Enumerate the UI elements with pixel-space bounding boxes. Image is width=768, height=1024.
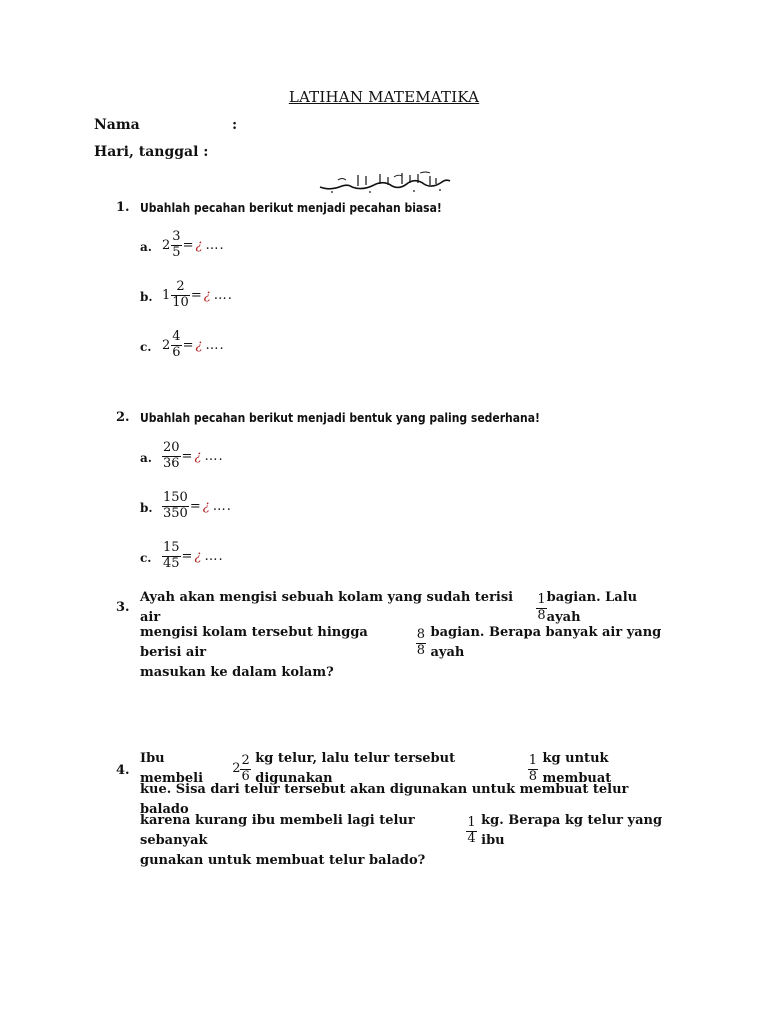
fraction: $\frac{1}{8}$ — [537, 591, 546, 623]
q1c-label: c. — [140, 340, 152, 354]
inverted-question-mark: ¿ — [195, 337, 203, 353]
answer-dots: …. — [204, 548, 224, 564]
answer-dots: …. — [212, 498, 232, 514]
q3-paragraph — [140, 591, 675, 685]
q2-number: 2. — [116, 410, 130, 425]
answer-dots: …. — [213, 287, 233, 303]
fraction: $\frac{2}{10}$ — [172, 279, 189, 310]
fraction: $\frac{1}{4}$ — [467, 814, 476, 846]
fraction: $\frac{20}{36}$ — [163, 440, 180, 471]
fraction: $\frac{8}{8}$ — [416, 626, 425, 658]
fraction: $\frac{2}{6}$ — [241, 752, 250, 784]
q3-line-1: Ayah akan mengisi sebuah kolam yang sudah terisi air $\frac{1}{8}$ bagian. Lalu ayah — [140, 590, 638, 625]
whole-number: 2 — [162, 337, 171, 353]
bismillah-calligraphy-icon — [318, 170, 452, 196]
q2a-label: a. — [140, 451, 152, 465]
q3-line-3: masukan ke dalam kolam? — [140, 665, 334, 680]
q2c-expression: $\frac{15}{45}$ = ¿ …. — [163, 540, 224, 571]
q3-line-2: mengisi kolam tersebut hingga berisi air $\frac{8}{8}$ bagian. Berapa banyak air yang ayah — [140, 625, 662, 660]
q2-text: Ubahlah pecahan berikut menjadi bentuk yang paling sederhana! — [140, 411, 540, 425]
inverted-question-mark: ¿ — [195, 237, 203, 253]
q2c-label: c. — [140, 551, 152, 565]
q4-paragraph — [140, 751, 675, 873]
page-title: LATIHAN MATEMATIKA — [288, 88, 480, 106]
q4-line-2: kue. Sisa dari telur tersebut akan digunakan untuk membuat telur balado — [140, 782, 629, 817]
fraction: $\frac{15}{45}$ — [163, 540, 180, 571]
q4-line-1: Ibu membeli 2 $\frac{2}{6}$ kg telur, lalu telur tersebut digunakan $\frac{1}{8}$ kg untuk membuat — [140, 751, 612, 786]
q2b-label: b. — [140, 501, 153, 515]
q1b-expression: 1 $\frac{2}{10}$ = ¿ …. — [162, 279, 233, 310]
inverted-question-mark: ¿ — [203, 287, 211, 303]
fraction: $\frac{3}{5}$ — [172, 229, 181, 260]
fraction: $\frac{150}{350}$ — [163, 490, 188, 521]
inverted-question-mark: ¿ — [194, 448, 202, 464]
q2a-expression: $\frac{20}{36}$ = ¿ …. — [163, 440, 224, 471]
answer-dots: …. — [204, 448, 224, 464]
q1c-expression: 2 $\frac{4}{6}$ = ¿ …. — [162, 329, 225, 360]
q4-line-3: karena kurang ibu membeli lagi telur sebanyak $\frac{1}{4}$ kg. Berapa kg telur yang ibu — [140, 813, 663, 848]
answer-dots: …. — [205, 337, 225, 353]
fraction: $\frac{1}{8}$ — [528, 752, 537, 784]
whole-number: 1 — [162, 287, 171, 303]
q1a-label: a. — [140, 240, 152, 254]
nama-label: Nama — [94, 117, 140, 133]
inverted-question-mark: ¿ — [194, 548, 202, 564]
q1b-label: b. — [140, 290, 153, 304]
inverted-question-mark: ¿ — [202, 498, 210, 514]
fraction: $\frac{4}{6}$ — [172, 329, 181, 360]
q1-text: Ubahlah pecahan berikut menjadi pecahan biasa! — [140, 201, 442, 215]
tanggal-label: Hari, tanggal : — [94, 144, 209, 160]
q4-line-4: gunakan untuk membuat telur balado? — [140, 853, 426, 868]
nama-colon: : — [232, 117, 238, 133]
q2b-expression: $\frac{150}{350}$ = ¿ …. — [163, 490, 232, 521]
q3-number: 3. — [116, 600, 130, 615]
whole-number: 2 — [162, 237, 171, 253]
answer-dots: …. — [205, 237, 225, 253]
q4-number: 4. — [116, 763, 130, 778]
q1-number: 1. — [116, 200, 130, 215]
bismillah-calligraphy — [318, 170, 452, 196]
q1a-expression: 2 $\frac{3}{5}$ = ¿ …. — [162, 229, 225, 260]
